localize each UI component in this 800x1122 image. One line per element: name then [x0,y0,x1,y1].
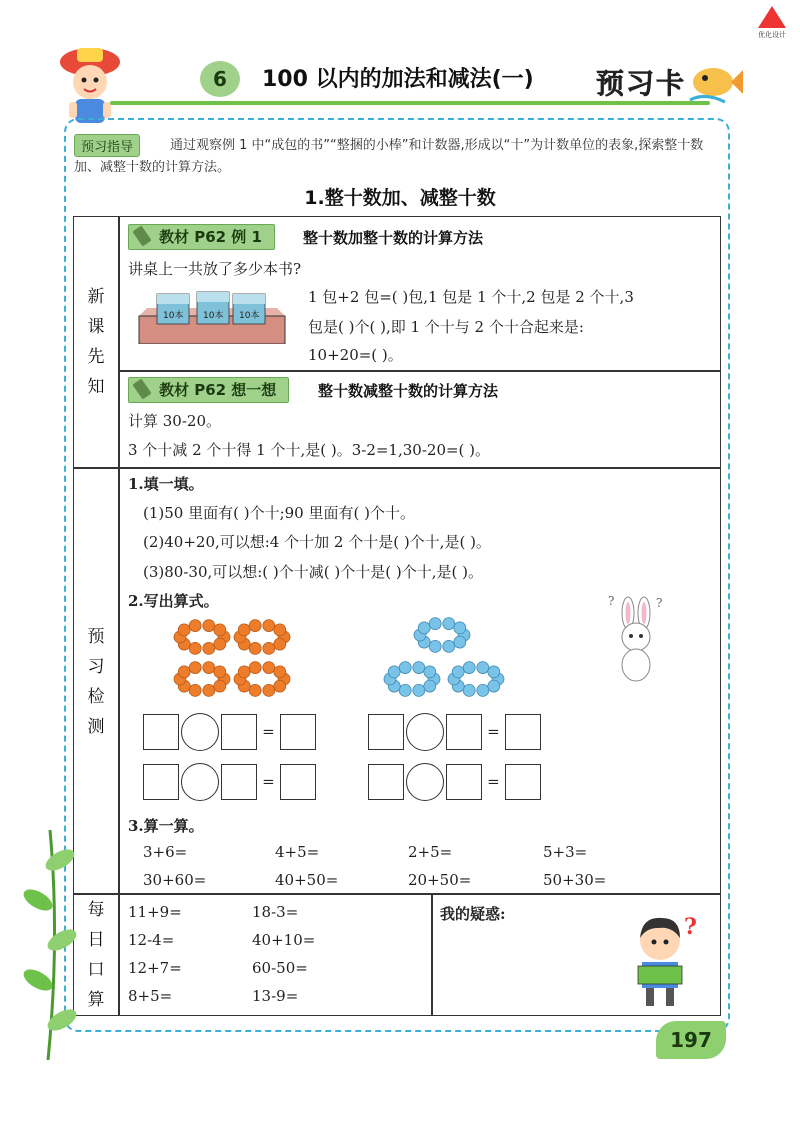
blue-bead-rings [380,615,510,705]
answer-box[interactable] [446,764,482,800]
daily-item: 18-3= [252,903,299,921]
part1-line1: 1 包+2 包=( )包,1 包是 1 个十,2 包是 2 个十,3 [308,288,634,306]
bead [263,642,275,654]
part2-tag: 教材 P62 想一想 [128,377,289,403]
bunny-question-icon [606,595,666,685]
row-divider-daily [73,893,721,895]
pencil-icon [132,379,151,400]
chapter-title: 100 以内的加法和减法(一) [262,67,534,92]
book-label: 10本 [203,311,224,321]
bead [203,642,215,654]
side-label-daily: 每 日 口 算 [87,900,105,1010]
guide-text: 通过观察例 1 中“成包的书”“整捆的小棒”和计数器,形成以“十”为计数单位的表象,探索整十数加、减整十数的计算方法。 [74,138,704,175]
bead [399,684,411,696]
bead [463,662,475,674]
bead [477,684,489,696]
bead [388,666,400,678]
bead [452,666,464,678]
bead [274,666,286,678]
bead [178,624,190,636]
daily-item: 40+10= [252,931,316,949]
bead [214,680,226,692]
part2-subtitle: 整十数减整十数的计算方法 [318,382,499,400]
operator-circle[interactable] [406,713,444,751]
publisher-logo [752,6,792,46]
operator-circle[interactable] [181,763,219,801]
daily-item: 12+7= [128,959,182,977]
chapter-number-badge: 6 [200,61,240,97]
bead [238,624,250,636]
q3-item: 4+5= [275,843,320,861]
bead [189,642,201,654]
bead [429,618,441,630]
row-divider-check [73,467,721,469]
answer-box[interactable] [505,764,541,800]
daily-item: 60-50= [252,959,308,977]
part1-line3: 10+20=( )。 [308,346,403,364]
bead [274,680,286,692]
bead [238,666,250,678]
part1-question: 讲桌上一共放了多少本书? [128,260,302,278]
part1-tag: 教材 P62 例 1 [128,224,275,250]
bead [203,620,215,632]
q2-title: 2.写出算式。 [128,592,219,610]
bead [214,638,226,650]
q1-item2: (2)40+20,可以想:4 个十加 2 个十是( )个十,是( )。 [143,533,491,551]
q1-title: 1.填一填。 [128,475,204,493]
operator-circle[interactable] [181,713,219,751]
answer-box[interactable] [368,764,404,800]
page-number: 197 [656,1021,726,1059]
bead [214,666,226,678]
q3-item: 5+3= [543,843,588,861]
bead [203,684,215,696]
answer-row-right-2: = [368,763,541,801]
bead [274,638,286,650]
svg-text:?: ? [656,596,663,610]
bead [249,620,261,632]
answer-row-left-1: = [143,713,316,751]
header-divider [110,101,710,105]
bead [443,618,455,630]
operator-circle[interactable] [406,763,444,801]
answer-box[interactable] [280,764,316,800]
part1-subtitle: 整十数加整十数的计算方法 [303,229,484,247]
bead [429,640,441,652]
bead [249,662,261,674]
daily-item: 12-4= [128,931,175,949]
bead [189,620,201,632]
svg-text:?: ? [684,914,697,940]
bead [443,640,455,652]
q1-item3: (3)80-30,可以想:( )个十减( )个十是( )个十,是( )。 [143,563,483,581]
doubt-label: 我的疑惑: [440,905,506,923]
bead [477,662,489,674]
side-label-new: 新 课 先 知 [87,287,105,397]
bead [189,662,201,674]
answer-box[interactable] [505,714,541,750]
bead [203,662,215,674]
row-divider-part2 [118,370,721,372]
table-side-divider [118,216,120,1016]
part1-line2: 包是( )个( ),即 1 个十与 2 个十合起来是: [308,318,584,336]
bead [249,642,261,654]
q3-item: 2+5= [408,843,453,861]
bead [488,680,500,692]
bead [263,684,275,696]
svg-text:?: ? [608,595,615,608]
daily-doubt-divider [431,893,433,1016]
logo-text: 优化设计 [758,31,786,39]
answer-box[interactable] [368,714,404,750]
bead [399,662,411,674]
q3-item: 30+60= [143,871,207,889]
section-title: 1.整十数加、减整十数 [304,187,496,209]
orange-bead-rings [170,615,300,705]
logo-triangle-icon [758,6,786,28]
q3-item: 40+50= [275,871,339,889]
bead [214,624,226,636]
answer-box[interactable] [143,714,179,750]
bead [454,622,466,634]
daily-item: 13-9= [252,987,299,1005]
bead [424,680,436,692]
bead [463,684,475,696]
answer-box[interactable] [221,714,257,750]
part2-line1: 计算 30-20。 [128,412,222,430]
book-label: 10本 [163,311,184,321]
q3-item: 3+6= [143,843,188,861]
pencil-icon [132,226,151,247]
bead [413,662,425,674]
answer-row-left-2: = [143,763,316,801]
bead [274,624,286,636]
boy-reading-icon [628,910,704,1010]
daily-item: 11+9= [128,903,182,921]
books-on-desk-illustration [137,290,287,344]
daily-item: 8+5= [128,987,173,1005]
q3-item: 50+30= [543,871,607,889]
bead [249,684,261,696]
doctor-mascot-icon [55,42,125,130]
bead [189,684,201,696]
leaves-decoration-icon [20,830,80,1060]
bead [263,662,275,674]
bead [424,666,436,678]
guide-tag: 预习指导 [74,134,140,157]
bead [418,622,430,634]
side-label-check: 预 习 检 测 [87,627,105,737]
bead [454,636,466,648]
answer-row-right-1: = [368,713,541,751]
bead [178,666,190,678]
q3-title: 3.算一算。 [128,817,204,835]
answer-box[interactable] [143,764,179,800]
answer-box[interactable] [446,714,482,750]
bead [413,684,425,696]
card-title: 预习卡 [596,67,687,100]
q3-item: 20+50= [408,871,472,889]
bead [488,666,500,678]
part2-line2: 3 个十减 2 个十得 1 个十,是( )。3-2=1,30-20=( )。 [128,441,491,459]
q1-item1: (1)50 里面有( )个十;90 里面有( )个十。 [143,504,415,522]
bead [263,620,275,632]
answer-box[interactable] [280,714,316,750]
book-label: 10本 [239,311,260,321]
answer-box[interactable] [221,764,257,800]
